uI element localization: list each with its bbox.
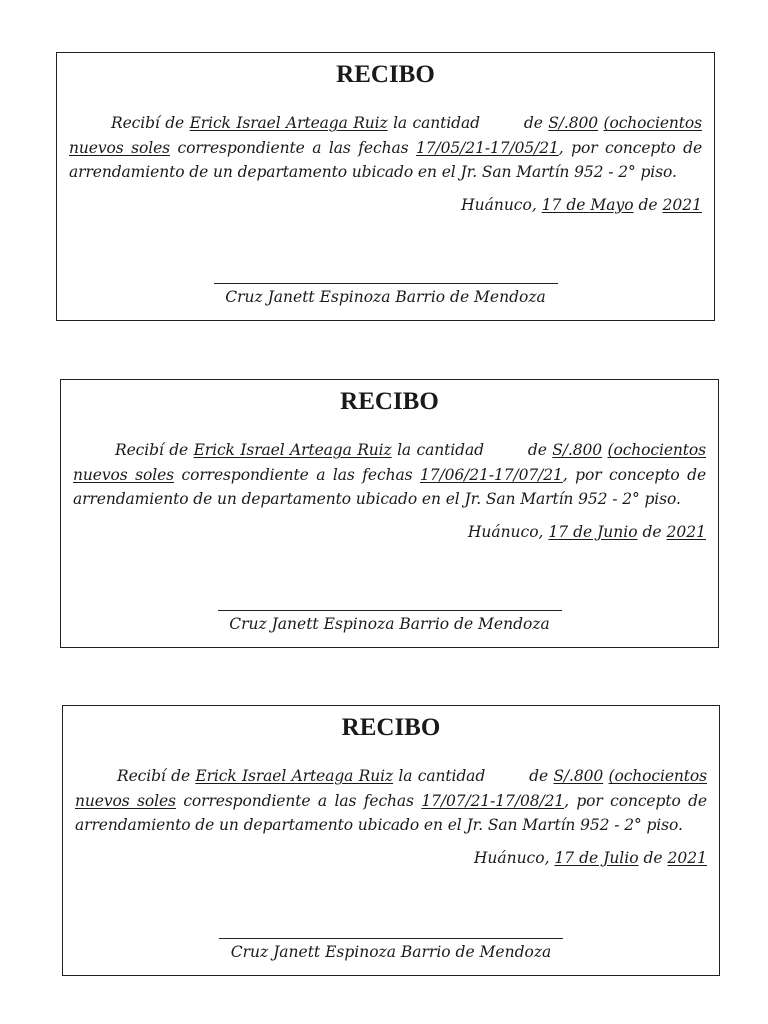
receipt-title: RECIBO: [341, 714, 441, 741]
date-year: 2021: [662, 195, 702, 214]
dates-label: correspondiente a las fechas: [181, 465, 413, 484]
intro-text: Recibí de: [115, 441, 189, 459]
date-year: 2021: [667, 848, 707, 867]
signature-line: [218, 610, 562, 611]
dates-range: 17/05/21-17/05/21: [416, 138, 559, 157]
signer-name: Cruz Janett Espinoza Barrio de Mendoza: [230, 943, 552, 961]
dates-label: correspondiente a las fechas: [183, 791, 414, 810]
city: Huánuco,: [467, 522, 544, 541]
signature-line: [219, 938, 563, 939]
concept-text: , por concepto de arrendamiento de un departamento ubicado en el Jr. San Martín 952 - 2° piso.: [75, 791, 708, 834]
city: Huánuco,: [473, 848, 550, 867]
signature-line: [214, 283, 558, 284]
intro-text: Recibí de: [117, 767, 191, 785]
amount-value: S/.800: [548, 114, 599, 132]
city: Huánuco,: [461, 195, 537, 214]
place-date: [75, 846, 707, 870]
receipt-title: RECIBO: [336, 61, 435, 88]
date-day-month: 17 de Julio: [554, 848, 639, 867]
amount-label: la cantidad: [397, 441, 484, 459]
place-date: [73, 520, 706, 544]
date-day-month: 17 de Junio: [548, 522, 638, 541]
place-date: [69, 193, 702, 217]
receipt-3: [62, 705, 720, 976]
of-text: de: [527, 441, 547, 459]
payer-name: Erick Israel Arteaga Ruiz: [189, 114, 388, 132]
signature-block: [63, 938, 719, 963]
of-text: de: [529, 767, 549, 785]
amount-words: (ochocientos nuevos soles: [75, 767, 708, 810]
receipt-2: [60, 379, 719, 648]
payer-name: Erick Israel Arteaga Ruiz: [195, 767, 394, 785]
date-of: de: [638, 195, 658, 214]
concept-text: , por concepto de arrendamiento de un departamento ubicado en el Jr. San Martín 952 - 2° piso.: [73, 465, 707, 508]
signer-name: Cruz Janett Espinoza Barrio de Mendoza: [225, 288, 546, 306]
receipt-title: RECIBO: [340, 388, 439, 415]
dates-range: 17/06/21-17/07/21: [420, 465, 563, 484]
amount-words: (ochocientos nuevos soles: [73, 441, 706, 484]
signature-block: [57, 283, 714, 308]
amount-label: la cantidad: [393, 114, 480, 132]
signature-block: [61, 610, 718, 635]
receipt-1: [56, 52, 715, 321]
date-year: 2021: [666, 522, 706, 541]
receipt-body: [73, 438, 706, 512]
receipt-body: [75, 764, 707, 838]
amount-words: (ochocientos nuevos soles: [69, 114, 702, 157]
dates-range: 17/07/21-17/08/21: [421, 791, 565, 810]
payer-name: Erick Israel Arteaga Ruiz: [193, 441, 392, 459]
amount-value: S/.800: [552, 441, 603, 459]
date-of: de: [643, 848, 663, 867]
intro-text: Recibí de: [111, 114, 185, 132]
concept-text: , por concepto de arrendamiento de un departamento ubicado en el Jr. San Martín 952 - 2° piso.: [69, 138, 703, 181]
receipt-body: [69, 111, 702, 185]
date-day-month: 17 de Mayo: [541, 195, 634, 214]
dates-label: correspondiente a las fechas: [177, 138, 409, 157]
of-text: de: [523, 114, 543, 132]
amount-value: S/.800: [553, 767, 604, 785]
signer-name: Cruz Janett Espinoza Barrio de Mendoza: [229, 615, 550, 633]
date-of: de: [642, 522, 662, 541]
amount-label: la cantidad: [398, 767, 486, 785]
